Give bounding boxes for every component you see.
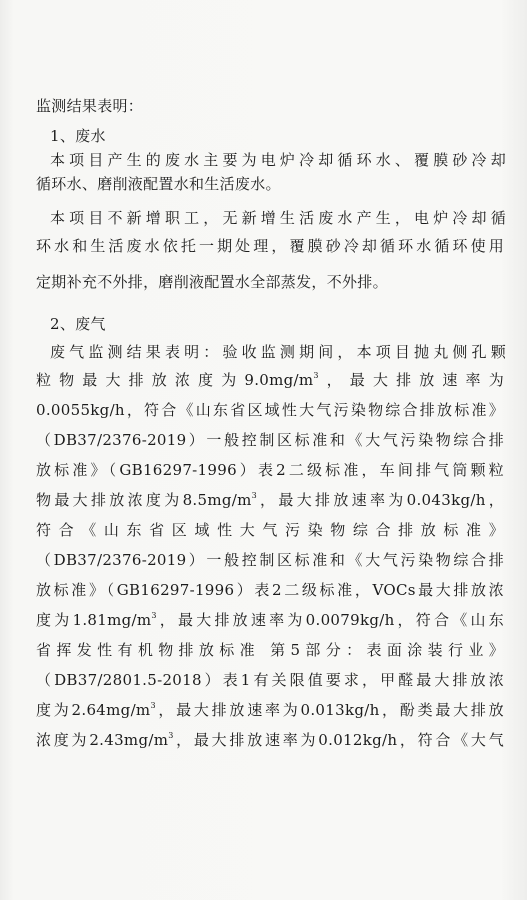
exhaust-line-8: （DB37/2376-2019）一般控制区标准和《大气污染物综合排	[36, 551, 504, 569]
wastewater-line-1: 本项目产生的废水主要为电炉冷却循环水、覆膜砂冷却	[50, 151, 506, 169]
exhaust-line-4: （DB37/2376-2019）一般控制区标准和《大气污染物综合排	[36, 431, 504, 449]
wastewater-line-2: 循环水、磨削液配置水和生活废水。	[36, 175, 281, 193]
exhaust-line-5: 放标准》（GB16297-1996）表2二级标准，车间排气筒颗粒	[36, 461, 504, 479]
exhaust-line-1: 废气监测结果表明：验收监测期间，本项目抛丸侧孔颗	[50, 343, 506, 361]
exhaust-line-3: 0.0055kg/h，符合《山东省区域性大气污染物综合排放标准》	[36, 401, 504, 419]
results-heading: 监测结果表明：	[36, 97, 144, 115]
wastewater-line-3: 本项目不新增职工，无新增生活废水产生，电炉冷却循	[50, 209, 506, 227]
exhaust-line-13: 度为$2.64mg/m^3$，最大排放速率为0.013kg/h，酚类最大排放	[36, 701, 504, 719]
exhaust-line-9: 放标准》（GB16297-1996）表2二级标准，VOCs最大排放浓	[36, 581, 504, 599]
exhaust-line-6: 物最大排放浓度为$8.5mg/m^3$，最大排放速率为0.043kg/h，	[36, 491, 504, 509]
exhaust-line-12: （DB37/2801.5-2018）表1有关限值要求，甲醛最大排放浓	[36, 671, 504, 689]
exhaust-line-10: 度为$1.81mg/m^3$，最大排放速率为0.0079kg/h，符合《山东	[36, 611, 504, 629]
exhaust-line-7: 符合《山东省区域性大气污染物综合排放标准》	[36, 521, 504, 539]
exhaust-line-2: 粒物最大排放浓度为$9.0mg/m^3$，最大排放速率为	[36, 371, 504, 389]
exhaust-line-11: 省挥发性有机物排放标准 第5部分：表面涂装行业》	[36, 641, 504, 659]
wastewater-line-4: 环水和生活废水依托一期处理，覆膜砂冷却循环水循环使用	[36, 237, 504, 255]
section-title-exhaust: 2、废气	[50, 315, 106, 333]
section-title-wastewater: 1、废水	[50, 127, 106, 145]
exhaust-line-14: 浓度为$2.43mg/m^3$，最大排放速率为0.012kg/h，符合《大气	[36, 731, 504, 749]
wastewater-line-5: 定期补充不外排，磨削液配置水全部蒸发，不外排。	[36, 273, 388, 291]
